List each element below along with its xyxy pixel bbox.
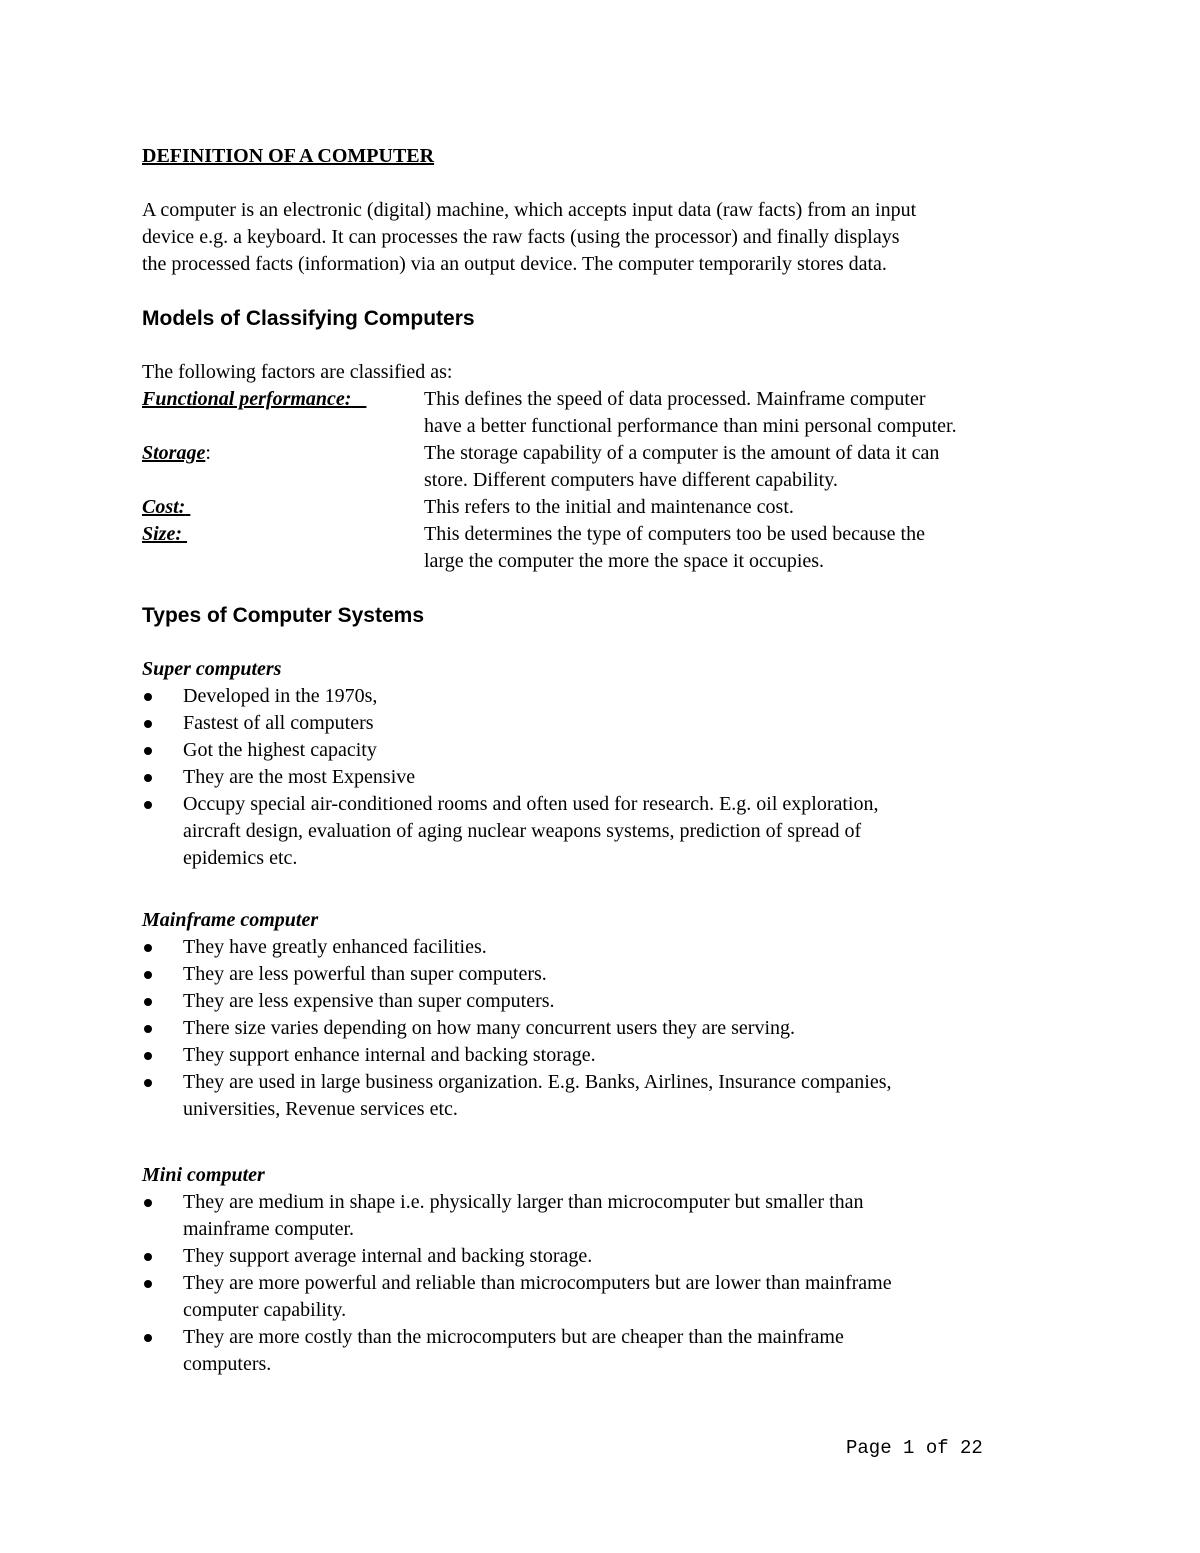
factor-term: Cost:	[142, 496, 186, 518]
factor-term: Storage:	[142, 442, 211, 464]
bullet-icon	[144, 747, 152, 755]
bullet-list	[142, 934, 1082, 1123]
list-item: They are more powerful and reliable than microcomputers but are lower than mainframe computer capability.	[142, 1270, 1082, 1324]
list-item: They have greatly enhanced facilities.	[142, 934, 1082, 961]
list-item: Fastest of all computers	[142, 710, 1082, 737]
factor-row-size	[142, 521, 1082, 575]
section-mini-computer	[142, 1162, 1082, 1378]
bullet-list	[142, 1189, 1082, 1378]
bullet-icon	[144, 1280, 152, 1288]
bullet-icon	[144, 944, 152, 952]
list-item: There size varies depending on how many concurrent users they are serving.	[142, 1015, 1082, 1042]
bullet-icon	[144, 693, 152, 701]
list-item: They are medium in shape i.e. physically larger than microcomputer but smaller than mainframe computer.	[142, 1189, 1082, 1243]
section-title: Mini computer	[142, 1164, 265, 1186]
factor-description: This refers to the initial and maintenance cost.	[424, 496, 794, 518]
bullet-icon	[144, 1199, 152, 1207]
list-item: They are less powerful than super computers.	[142, 961, 1082, 988]
intro-line: A computer is an electronic (digital) machine, which accepts input data (raw facts) from an input	[142, 199, 917, 221]
list-item: Occupy special air-conditioned rooms and often used for research. E.g. oil exploration, aircraft design, evaluation of aging nuclear weapons systems, prediction of spread of epidemics etc.	[142, 791, 1082, 872]
list-item: They support average internal and backing storage.	[142, 1243, 1082, 1270]
section-title: Super computers	[142, 658, 282, 680]
list-item: They are more costly than the microcomputers but are cheaper than the mainframe computers.	[142, 1324, 1082, 1378]
page-number: Page 1 of 22	[846, 1437, 983, 1459]
factor-row-cost	[142, 494, 1082, 521]
bullet-icon	[144, 1253, 152, 1261]
bullet-icon	[144, 720, 152, 728]
list-item: Got the highest capacity	[142, 737, 1082, 764]
models-lead: The following factors are classified as:	[142, 361, 453, 383]
factor-row-storage	[142, 440, 1082, 494]
factor-description: The storage capability of a computer is the amount of data it can store. Different computers have different capability.	[424, 442, 940, 491]
list-item: They are used in large business organization. E.g. Banks, Airlines, Insurance companies, universities, Revenue services etc.	[142, 1069, 1082, 1123]
factor-table	[142, 386, 1082, 575]
factor-term: Functional performance:	[142, 388, 352, 410]
list-item: They support enhance internal and backing storage.	[142, 1042, 1082, 1069]
page-title: DEFINITION OF A COMPUTER	[142, 145, 435, 167]
section-title: Mainframe computer	[142, 909, 319, 931]
types-heading: Types of Computer Systems	[142, 604, 425, 627]
list-item: Developed in the 1970s,	[142, 683, 1082, 710]
bullet-icon	[144, 998, 152, 1006]
bullet-list	[142, 683, 1082, 872]
intro-line: the processed facts (information) via an output device. The computer temporarily stores data.	[142, 253, 887, 275]
factor-description: This defines the speed of data processed. Mainframe computer have a better functional performance than mini personal computer.	[424, 388, 957, 437]
bullet-icon	[144, 1025, 152, 1033]
intro-paragraph	[142, 197, 1082, 278]
factor-description: This determines the type of computers too be used because the large the computer the more the space it occupies.	[424, 523, 925, 572]
list-item: They are the most Expensive	[142, 764, 1082, 791]
section-super-computers	[142, 656, 1082, 872]
bullet-icon	[144, 774, 152, 782]
models-heading: Models of Classifying Computers	[142, 307, 475, 330]
intro-line: device e.g. a keyboard. It can processes the raw facts (using the processor) and finally displays	[142, 226, 900, 248]
factor-term: Size:	[142, 523, 182, 545]
bullet-icon	[144, 971, 152, 979]
factor-row-functional-performance	[142, 386, 1082, 440]
bullet-icon	[144, 1334, 152, 1342]
list-item: They are less expensive than super computers.	[142, 988, 1082, 1015]
bullet-icon	[144, 1079, 152, 1087]
bullet-icon	[144, 1052, 152, 1060]
section-mainframe-computer	[142, 907, 1082, 1123]
bullet-icon	[144, 801, 152, 809]
